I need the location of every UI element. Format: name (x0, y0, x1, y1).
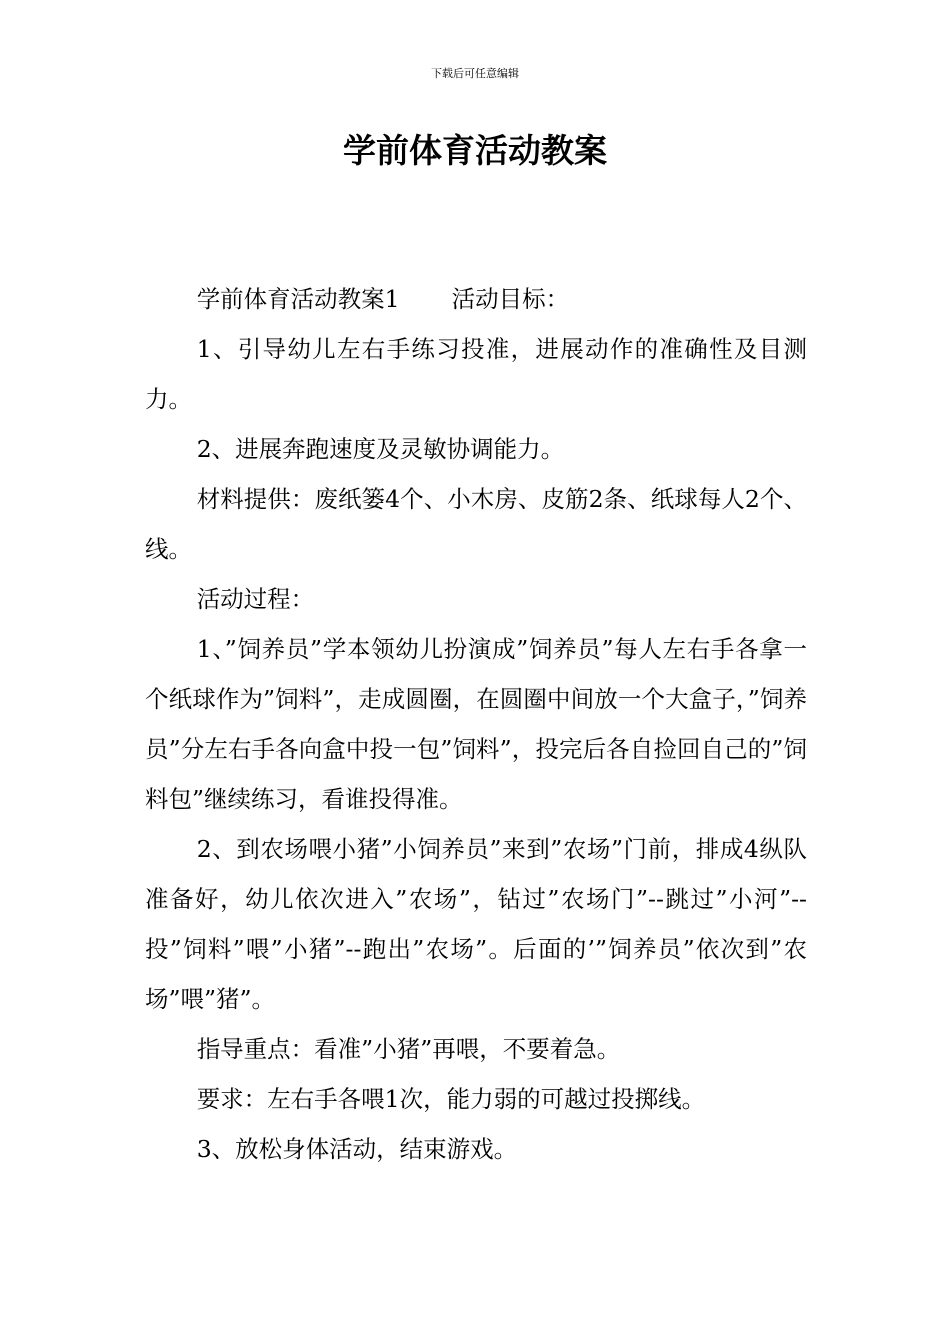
intro-objectives-label: 活动目标： (451, 285, 570, 313)
document-title: 学前体育活动教案 (343, 131, 607, 170)
paragraph-process-heading: 活动过程： (196, 585, 315, 613)
paragraph-objective-2: 2、进展奔跑速度及灵敏协调能力。 (196, 435, 565, 463)
paragraph-objective-1: 1、引导幼儿左右手练习投准，进展动作的准确性及目测力。 (145, 335, 807, 413)
paragraph-step-2: 2、到农场喂小猪”小饲养员”来到”农场”门前，排成4纵队准备好，幼儿依次进入”农场”，钻过”农场门”--跳过”小河”--投”饲料”喂”小猪”--跑出”农场”。后面的’”饲养员”依次到”农场”喂”猪”。 (145, 835, 807, 1013)
document-body (145, 274, 807, 1174)
paragraph-requirement: 要求：左右手各喂1次，能力弱的可越过投掷线。 (196, 1085, 706, 1113)
paragraph-materials: 材料提供：废纸篓4个、小木房、皮筋2条、纸球每人2个、线。 (145, 485, 807, 563)
paragraph-step-3: 3、放松身体活动，结束游戏。 (196, 1135, 518, 1163)
intro-lesson-label: 学前体育活动教案1 (196, 285, 400, 313)
paragraph-step-1: 1、”饲养员”学本领幼儿扮演成”饲养员”每人左右手各拿一个纸球作为”饲料”，走成圆圈，在圆圈中间放一个大盒子，”饲养员”分左右手各向盒中投一包”饲料”，投完后各自捡回自己的”饲料包”继续练习，看谁投得准。 (145, 635, 807, 813)
intro-line (145, 274, 807, 324)
paragraph-guidance: 指导重点：看准”小猪”再喂，不要着急。 (196, 1035, 621, 1063)
download-note: 下载后可任意编辑 (431, 67, 519, 80)
